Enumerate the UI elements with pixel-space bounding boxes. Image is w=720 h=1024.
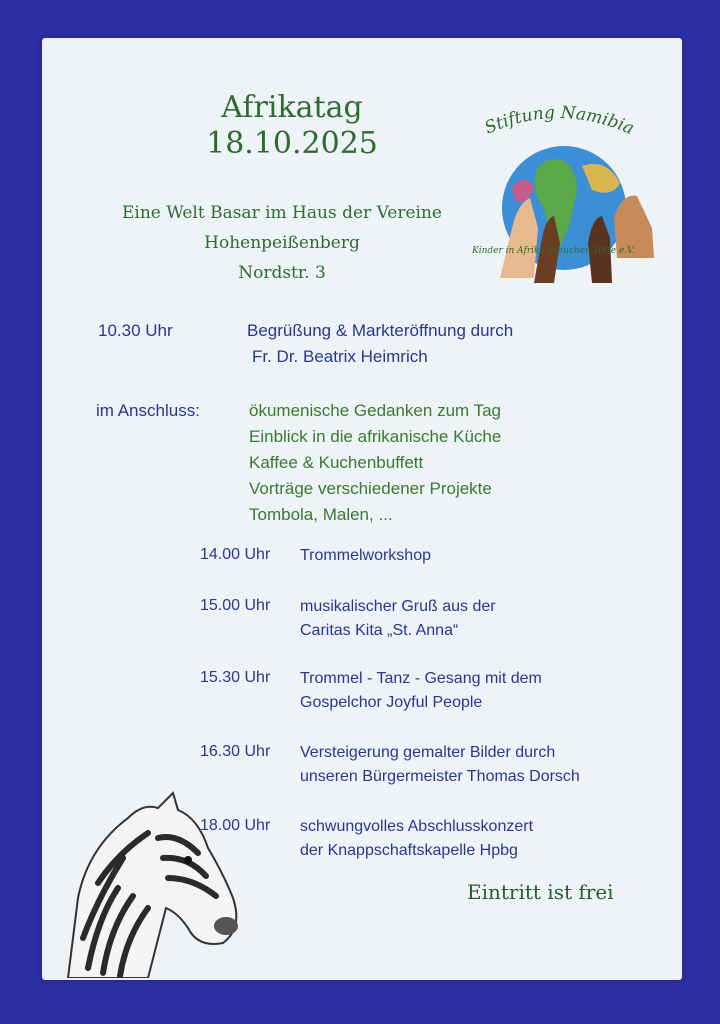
opening-line-2: Fr. Dr. Beatrix Heimrich: [252, 347, 428, 366]
schedule-desc: Trommelworkshop: [300, 547, 431, 564]
schedule-desc-line: Versteigerung gemalter Bilder durch: [300, 744, 556, 761]
title-line-name: Afrikatag: [221, 90, 363, 125]
admission-note: Eintritt ist frei: [467, 880, 614, 904]
schedule-time: 14.00 Uhr: [200, 546, 271, 563]
schedule-desc: [300, 741, 580, 789]
globe-hands-icon: [442, 78, 672, 318]
list-item: Tombola, Malen, ...: [249, 505, 393, 524]
venue-line-1: Eine Welt Basar im Haus der Vereine: [122, 203, 442, 223]
flyer-sheet: [42, 38, 682, 980]
schedule-desc-line: Caritas Kita „St. Anna“: [300, 622, 459, 639]
list-item: Einblick in die afrikanische Küche: [249, 427, 502, 446]
schedule-desc-line: musikalischer Gruß aus der: [300, 598, 496, 615]
schedule-desc: [300, 667, 542, 715]
zebra-icon: [48, 778, 258, 978]
schedule-time: 18.00 Uhr: [200, 817, 271, 834]
logo-name: Stiftung Namibia: [481, 102, 637, 139]
schedule-time: 15.00 Uhr: [200, 597, 271, 614]
schedule-desc-line: Gospelchor Joyful People: [300, 694, 483, 711]
title-line-date: 18.10.2025: [206, 126, 378, 161]
opening-line-1: Begrüßung & Markteröffnung durch: [247, 321, 514, 340]
venue-line-3: Nordstr. 3: [238, 263, 326, 283]
list-item: Kaffee & Kuchenbuffett: [249, 453, 424, 472]
schedule-time: 15.30 Uhr: [200, 669, 271, 686]
event-title: [162, 90, 422, 162]
venue-line-2: Hohenpeißenberg: [204, 233, 360, 253]
schedule-desc-line: Trommel - Tanz - Gesang mit dem: [300, 670, 542, 687]
schedule-desc: [300, 815, 533, 863]
schedule-desc: [300, 595, 496, 643]
afterwards-list: [249, 398, 501, 528]
schedule-time: 16.30 Uhr: [200, 743, 271, 760]
schedule-desc-line: unseren Bürgermeister Thomas Dorsch: [300, 768, 580, 785]
schedule-desc-line: der Knappschaftskapelle Hpbg: [300, 842, 518, 859]
list-item: Vorträge verschiedener Projekte: [249, 479, 492, 498]
opening-time: 10.30 Uhr: [98, 321, 173, 340]
afterwards-label: im Anschluss:: [96, 401, 200, 420]
logo-caption: Kinder in Afrika brauchen Hilfe e.V.: [472, 246, 635, 256]
schedule-desc-line: schwungvolles Abschlusskonzert: [300, 818, 534, 835]
list-item: ökumenische Gedanken zum Tag: [249, 401, 502, 420]
venue-block: [72, 198, 492, 288]
